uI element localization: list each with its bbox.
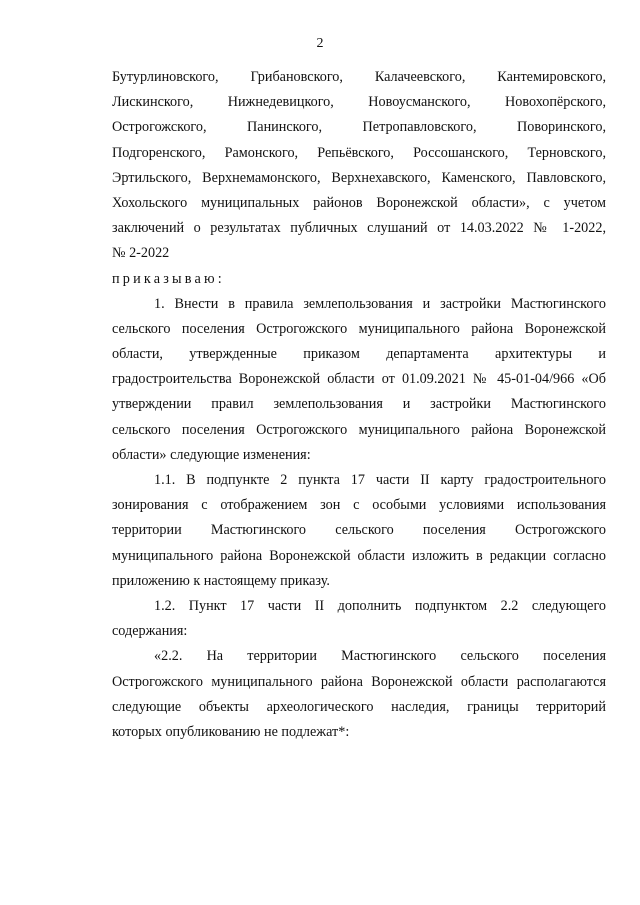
text-line: Подгоренского, Рамонского, Репьёвского, Россошанского, Терновского,: [112, 144, 606, 161]
text-line: Бутурлиновского, Грибановского, Калачеевского, Кантемировского,: [112, 69, 606, 85]
text-line: Острогожского, Панинского, Петропавловского, Поворинского,: [112, 119, 606, 136]
text-line: приказываю:: [112, 270, 225, 287]
text-line: 1. Внести в правила землепользования и застройки Мастюгинского: [154, 295, 606, 312]
text-line: 1.1. В подпункте 2 пункта 17 части II карту градостроительного: [154, 472, 606, 488]
text-line: сельского поселения Острогожского муниципального района Воронежской: [112, 320, 606, 337]
text-line: Эртильского, Верхнемамонского, Верхнехавского, Каменского, Павловского,: [112, 169, 606, 186]
text-line: 1.2. Пункт 17 части II дополнить подпунктом 2.2 следующего: [154, 597, 606, 614]
page-number: 2: [316, 36, 324, 51]
text-line: приложению к настоящему приказу.: [112, 572, 330, 589]
text-line: области, утвержденные приказом департамента архитектуры и: [112, 346, 606, 363]
text-line: «2.2. На территории Мастюгинского сельского поселения: [154, 648, 606, 665]
text-line: муниципального района Воронежской области изложить в редакции согласно: [112, 547, 606, 564]
text-line: территории Мастюгинского сельского поселения Острогожского: [112, 522, 606, 539]
text-line: градостроительства Воронежской области от 01.09.2021 № 45-01-04/966 «Об: [112, 371, 606, 388]
text-line: которых опубликованию не подлежат*:: [112, 723, 350, 740]
text-line: содержания:: [112, 623, 188, 640]
text-line: Хохольского муниципальных районов Воронежской области», с учетом: [112, 194, 606, 211]
text-line: зонирования с отображением зон с особыми условиями использования: [112, 497, 606, 514]
text-line: Лискинского, Нижнедевицкого, Новоусманского, Новохопёрского,: [112, 94, 606, 111]
document-body: [112, 65, 606, 745]
text-line: Острогожского муниципального района Воронежской области располагаются: [112, 673, 606, 690]
text-line: утверждении правил землепользования и застройки Мастюгинского: [112, 396, 606, 413]
text-line: сельского поселения Острогожского муниципального района Воронежской: [112, 421, 606, 438]
text-line: области» следующие изменения:: [112, 446, 311, 463]
text-line: следующие объекты археологического наследия, границы территорий: [112, 698, 606, 715]
text-line: заключений о результатах публичных слушаний от 14.03.2022 № 1-2022,: [112, 220, 606, 237]
text-line: № 2-2022: [112, 245, 170, 262]
